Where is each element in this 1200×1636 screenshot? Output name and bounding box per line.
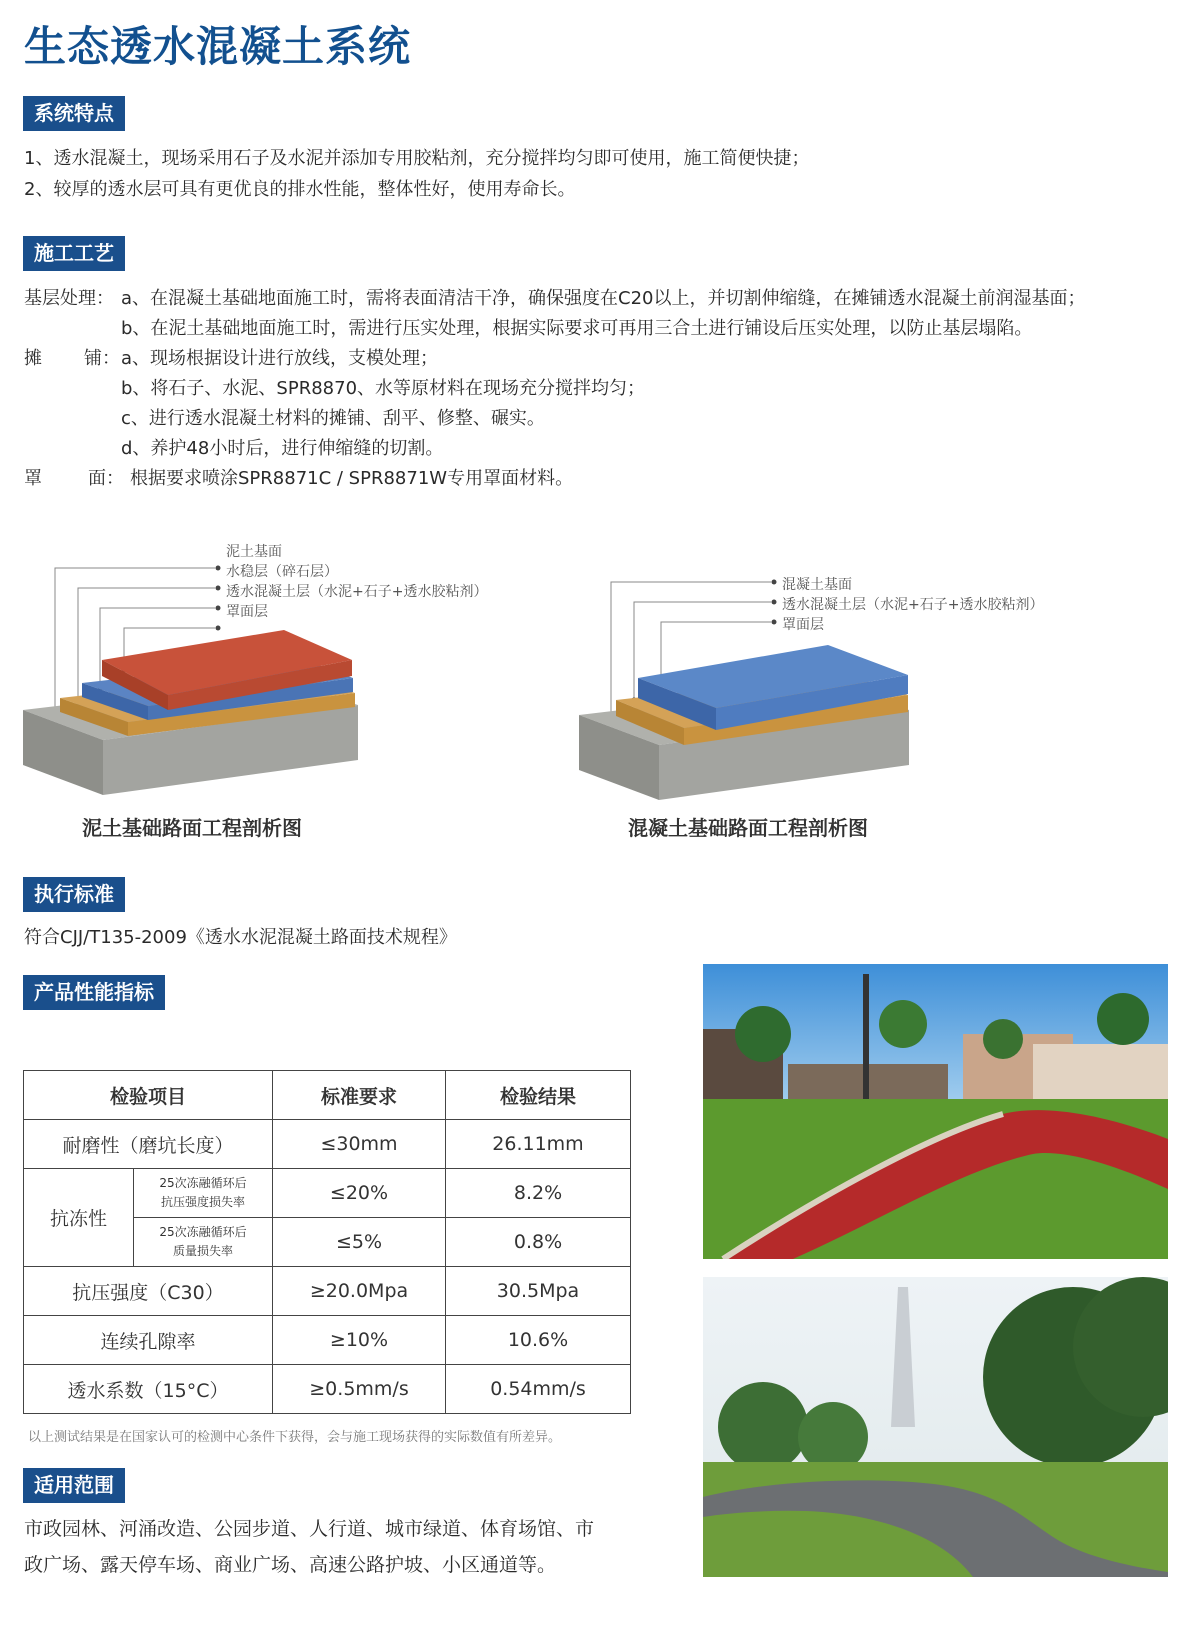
leader-dot: [216, 586, 221, 591]
tree: [798, 1402, 868, 1472]
table-cell: 26.11mm: [446, 1120, 631, 1169]
diagram-caption: 泥土基础路面工程剖析图: [82, 816, 302, 840]
section-heading-features: 系统特点: [23, 96, 125, 131]
table-row: [24, 1365, 631, 1414]
leader-dot: [216, 626, 221, 631]
leader-dot: [772, 600, 777, 605]
table-cell: 透水系数（15°C）: [24, 1365, 273, 1414]
process-label-pave: 摊: [24, 348, 42, 369]
table-cell: [134, 1218, 273, 1267]
tree: [718, 1382, 808, 1472]
table-row: [24, 1120, 631, 1169]
table-cell: [134, 1169, 273, 1218]
table-cell: 30.5Mpa: [446, 1267, 631, 1316]
diagram-label: 罩面层: [782, 617, 824, 633]
lamp-post: [863, 974, 869, 1114]
process-step: a、在混凝土基础地面施工时，需将表面清洁干净，确保强度在C20以上，并切割伸缩缝，在摊铺透水混凝土前润湿基面；: [121, 288, 1086, 309]
table-cell: 10.6%: [446, 1316, 631, 1365]
process-step: 根据要求喷涂SPR8871C / SPR8871W专用罩面材料。: [130, 468, 574, 489]
table-cell: ≤30mm: [273, 1120, 446, 1169]
red-track-photo: [703, 964, 1168, 1259]
process-label-cover: 面：: [88, 468, 124, 489]
table-header: 检验项目: [24, 1071, 273, 1120]
performance-table: [23, 1070, 631, 1414]
table-header: 检验结果: [446, 1071, 631, 1120]
table-cell: ≤5%: [273, 1218, 446, 1267]
process-step: b、在泥土基础地面施工时，需进行压实处理，根据实际要求可再用三合土进行铺设后压实处理，以防止基层塌陷。: [121, 318, 1033, 339]
leader-dot: [772, 580, 777, 585]
page-title: 生态透水混凝土系统: [24, 22, 412, 71]
diagram-label: 混凝土基面: [782, 577, 852, 593]
table-header-row: [24, 1071, 631, 1120]
feature-item: 1、透水混凝土，现场采用石子及水泥并添加专用胶粘剂，充分搅拌均匀即可使用，施工简便快捷；: [24, 148, 810, 169]
scope-text: 政广场、露天停车场、商业广场、高速公路护坡、小区通道等。: [24, 1554, 557, 1576]
process-step: b、将石子、水泥、SPR8870、水等原材料在现场充分搅拌均匀；: [121, 378, 646, 399]
process-label-base: 基层处理：: [24, 288, 114, 309]
section-heading-process: 施工工艺: [23, 236, 125, 271]
process-label-cover: 罩: [24, 468, 42, 489]
table-row: [24, 1169, 631, 1218]
table-header: 标准要求: [273, 1071, 446, 1120]
tree: [983, 1019, 1023, 1059]
section-heading-performance: 产品性能指标: [23, 975, 165, 1010]
building: [1033, 1044, 1168, 1104]
table-cell: 耐磨性（磨坑长度）: [24, 1120, 273, 1169]
diagram-label: 罩面层: [226, 604, 268, 620]
table-cell: 连续孔隙率: [24, 1316, 273, 1365]
tree: [879, 1000, 927, 1048]
cell-line: 质量损失率: [172, 1244, 233, 1258]
tree: [1097, 993, 1149, 1045]
standard-text: 符合CJJ/T135-2009《透水水泥混凝土路面技术规程》: [24, 927, 457, 948]
table-cell: ≤20%: [273, 1169, 446, 1218]
leader-dot: [216, 606, 221, 611]
diagram-label: 水稳层（碎石层）: [226, 564, 338, 580]
cell-line: 25次冻融循环后: [159, 1225, 247, 1239]
table-cell: 抗压强度（C30）: [24, 1267, 273, 1316]
leader-dot: [216, 566, 221, 571]
gray-track-photo: [703, 1277, 1168, 1577]
process-step: d、养护48小时后，进行伸缩缝的切割。: [121, 438, 444, 459]
process-label-pave: 铺：: [84, 348, 120, 369]
table-row: [24, 1267, 631, 1316]
process-step: a、现场根据设计进行放线，支模处理；: [121, 348, 439, 369]
table-cell: ≥20.0Mpa: [273, 1267, 446, 1316]
diagram-label: 透水混凝土层（水泥+石子+透水胶粘剂）: [782, 597, 1044, 613]
diagram-label: 透水混凝土层（水泥+石子+透水胶粘剂）: [226, 584, 488, 600]
table-cell: 0.8%: [446, 1218, 631, 1267]
table-cell: 0.54mm/s: [446, 1365, 631, 1414]
section-heading-scope: 适用范围: [23, 1468, 125, 1503]
diagram-caption: 混凝土基础路面工程剖析图: [628, 816, 868, 840]
diagram-label: 泥土基面: [226, 544, 282, 560]
tree: [735, 1006, 791, 1062]
table-row: [24, 1316, 631, 1365]
scope-text: 市政园林、河涌改造、公园步道、人行道、城市绿道、体育场馆、市: [24, 1518, 595, 1540]
table-cell: ≥10%: [273, 1316, 446, 1365]
feature-item: 2、较厚的透水层可具有更优良的排水性能，整体性好，使用寿命长。: [24, 179, 576, 200]
table-note: 以上测试结果是在国家认可的检测中心条件下获得，会与施工现场获得的实际数值有所差异。: [28, 1430, 562, 1445]
leader-dot: [772, 620, 777, 625]
section-heading-standard: 执行标准: [23, 877, 125, 912]
table-cell: ≥0.5mm/s: [273, 1365, 446, 1414]
process-step: c、进行透水混凝土材料的摊铺、刮平、修整、碾实。: [121, 408, 545, 429]
table-cell: 抗冻性: [24, 1169, 134, 1267]
cell-line: 25次冻融循环后: [159, 1176, 247, 1190]
table-cell: 8.2%: [446, 1169, 631, 1218]
cell-line: 抗压强度损失率: [160, 1195, 245, 1209]
